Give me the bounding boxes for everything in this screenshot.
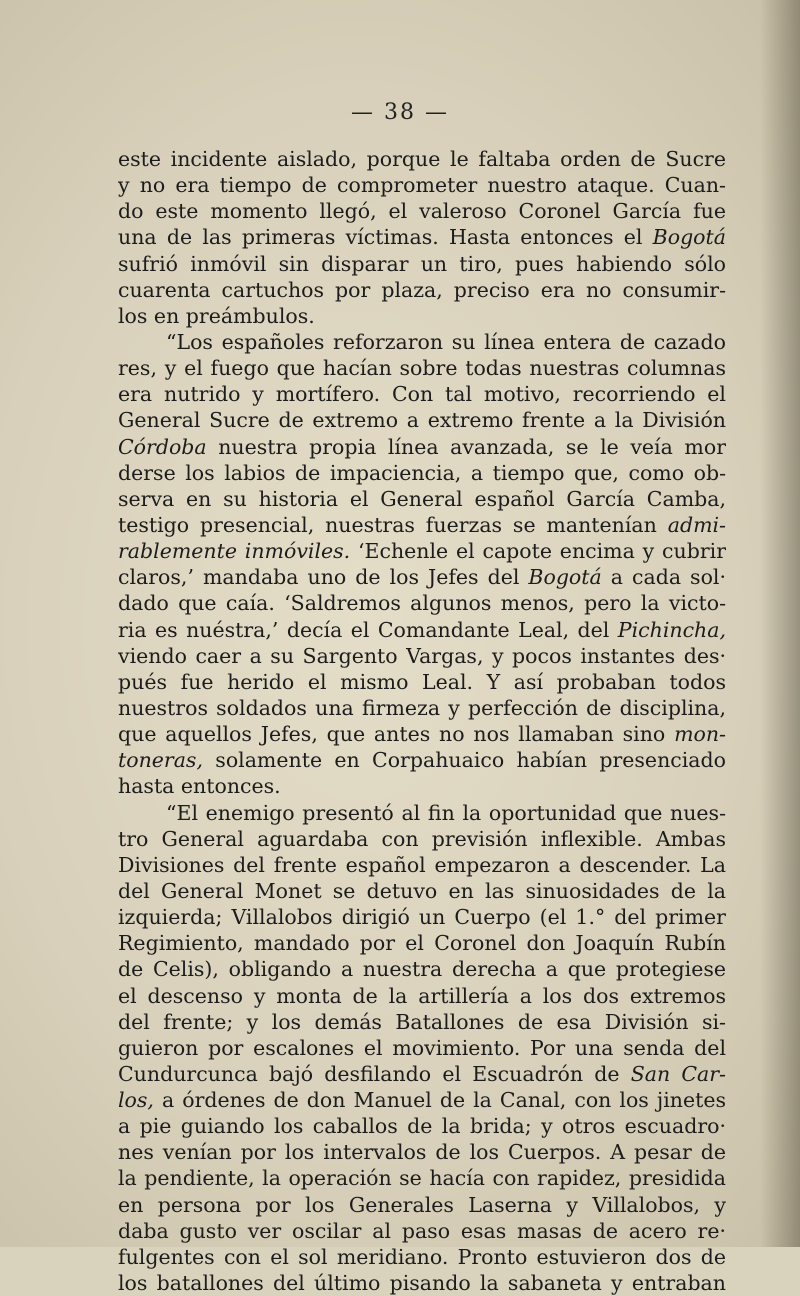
text-line bbox=[118, 1218, 726, 1244]
line-text: “El enemigo presentó al fin la oportunidad que nues- bbox=[166, 800, 726, 825]
line-text: a órdenes de don Manuel de la Canal, con los jinetes bbox=[153, 1088, 726, 1113]
text-line bbox=[118, 1270, 726, 1296]
page-number: — 38 — bbox=[351, 100, 449, 125]
text-line bbox=[118, 826, 726, 852]
line-text: cuarenta cartuchos por plaza, preciso era no consumir- bbox=[118, 277, 726, 302]
line-text: General Sucre de extremo a extremo frente a la División bbox=[118, 408, 726, 433]
italic-text: Bogotá bbox=[652, 225, 726, 250]
text-line bbox=[118, 643, 726, 669]
line-text: claros,’ mandaba uno de los Jefes del bbox=[118, 565, 529, 590]
line-text: nuestra propia línea avanzada, se le veía mor bbox=[206, 434, 726, 459]
line-text: tro General aguardaba con previsión inflexible. Ambas bbox=[118, 826, 726, 851]
text-line bbox=[118, 1192, 726, 1218]
line-text: una de las primeras víctimas. Hasta entonces el bbox=[118, 225, 653, 250]
text-line bbox=[118, 1087, 726, 1113]
text-line bbox=[118, 538, 726, 564]
line-text: nes venían por los intervalos de los Cuerpos. A pesar de bbox=[118, 1140, 726, 1165]
italic-text: San Car- bbox=[630, 1061, 726, 1086]
line-text: Cundurcunca bajó desfilando el Escuadrón de bbox=[118, 1061, 631, 1086]
text-line bbox=[118, 695, 726, 721]
text-line bbox=[118, 904, 726, 930]
line-text: era nutrido y mortífero. Con tal motivo, recorriendo el bbox=[118, 382, 726, 407]
line-text: este incidente aislado, porque le faltaba orden de Sucre bbox=[118, 147, 726, 171]
text-line bbox=[118, 146, 726, 172]
line-text: daba gusto ver oscilar al paso esas masas de acero re· bbox=[118, 1218, 726, 1243]
page-edge-shadow bbox=[760, 0, 800, 1247]
line-text: testigo presencial, nuestras fuerzas se mantenían bbox=[118, 512, 668, 537]
line-text: de Celis), obligando a nuestra derecha a que protegiese bbox=[118, 957, 726, 982]
text-line bbox=[118, 303, 726, 329]
line-text: sufrió inmóvil sin disparar un tiro, pues habiendo sólo bbox=[118, 251, 726, 276]
line-text: a pie guiando los caballos de la brida; y otros escuadro· bbox=[118, 1114, 726, 1139]
text-line bbox=[118, 251, 726, 277]
text-line bbox=[118, 1244, 726, 1270]
line-text: serva en su historia el General español García Camba, bbox=[118, 486, 726, 511]
text-line bbox=[118, 983, 726, 1009]
text-line bbox=[118, 564, 726, 590]
line-text: do este momento llegó, el valeroso Coronel García fue bbox=[118, 199, 726, 224]
line-text: “Los españoles reforzaron su línea entera de cazado bbox=[166, 329, 726, 354]
line-text: y no era tiempo de comprometer nuestro ataque. Cuan- bbox=[118, 173, 726, 198]
text-line bbox=[118, 669, 726, 695]
text-line bbox=[118, 956, 726, 982]
text-line bbox=[118, 800, 726, 826]
line-text: ria es nuéstra,’ decía el Comandante Leal, del bbox=[118, 617, 618, 642]
text-line bbox=[118, 1061, 726, 1087]
line-text: dado que caía. ‘Saldremos algunos menos, pero la victo- bbox=[118, 591, 726, 616]
italic-text: Pichincha, bbox=[617, 617, 726, 642]
line-text: del General Monet se detuvo en las sinuosidades de la bbox=[118, 878, 726, 903]
text-line bbox=[118, 355, 726, 381]
line-text: Regimiento, mandado por el Coronel don Joaquín Rubín bbox=[118, 931, 726, 956]
italic-text: mon- bbox=[674, 722, 726, 747]
italic-text: admi- bbox=[667, 512, 726, 537]
line-text: los en preámbulos. bbox=[118, 303, 315, 328]
line-text: en persona por los Generales Laserna y Villalobos, y bbox=[118, 1192, 726, 1217]
text-line bbox=[118, 773, 726, 799]
text-line bbox=[118, 460, 726, 486]
text-line bbox=[118, 329, 726, 355]
line-text: pués fue herido el mismo Leal. Y así probaban todos bbox=[118, 669, 726, 694]
text-line bbox=[118, 1113, 726, 1139]
line-text: que aquellos Jefes, que antes no nos llamaban sino bbox=[118, 722, 675, 747]
line-text: el descenso y monta de la artillería a los dos extremos bbox=[118, 983, 726, 1008]
italic-text: Córdoba bbox=[118, 434, 207, 459]
text-line bbox=[118, 878, 726, 904]
line-text: fulgentes con el sol meridiano. Pronto estuvieron dos de bbox=[118, 1244, 726, 1269]
italic-text: toneras, bbox=[118, 748, 203, 773]
line-text: viendo caer a su Sargento Vargas, y pocos instantes des· bbox=[118, 643, 726, 668]
text-line bbox=[118, 1165, 726, 1191]
text-line bbox=[118, 198, 726, 224]
text-line bbox=[118, 486, 726, 512]
text-line bbox=[118, 1035, 726, 1061]
text-line bbox=[118, 434, 726, 460]
text-line bbox=[118, 381, 726, 407]
line-text: guieron por escalones el movimiento. Por una senda del bbox=[118, 1035, 726, 1060]
line-text: ‘Echenle el capote encima y cubrir bbox=[350, 539, 726, 564]
text-line bbox=[118, 407, 726, 433]
italic-text: los, bbox=[118, 1088, 154, 1113]
line-text: del frente; y los demás Batallones de esa División si- bbox=[118, 1009, 726, 1034]
line-text: Divisiones del frente español empezaron a descender. La bbox=[118, 852, 726, 877]
italic-text: rablemente inmóviles. bbox=[118, 539, 351, 564]
line-text: derse los labios de impaciencia, a tiempo que, como ob- bbox=[118, 460, 726, 485]
text-line bbox=[118, 172, 726, 198]
text-line bbox=[118, 590, 726, 616]
text-line bbox=[118, 1009, 726, 1035]
text-line bbox=[118, 277, 726, 303]
line-text: nuestros soldados una firmeza y perfección de disciplina, bbox=[118, 695, 726, 720]
body-text bbox=[118, 146, 726, 1296]
line-text: los batallones del último pisando la sabaneta y entraban bbox=[118, 1271, 726, 1296]
line-text: hasta entonces. bbox=[118, 774, 281, 799]
line-text: a cada sol· bbox=[601, 565, 726, 590]
line-text: res, y el fuego que hacían sobre todas nuestras columnas bbox=[118, 356, 726, 381]
italic-text: Bogotá bbox=[528, 565, 602, 590]
text-line bbox=[118, 721, 726, 747]
text-line bbox=[118, 1139, 726, 1165]
line-text: izquierda; Villalobos dirigió un Cuerpo (el 1.° del primer bbox=[118, 905, 726, 930]
line-text: solamente en Corpahuaico habían presenciado bbox=[202, 748, 726, 773]
text-line bbox=[118, 224, 726, 250]
text-line bbox=[118, 852, 726, 878]
text-line bbox=[118, 617, 726, 643]
text-line bbox=[118, 512, 726, 538]
line-text: la pendiente, la operación se hacía con rapidez, presidida bbox=[118, 1166, 726, 1191]
text-line bbox=[118, 930, 726, 956]
text-line bbox=[118, 747, 726, 773]
